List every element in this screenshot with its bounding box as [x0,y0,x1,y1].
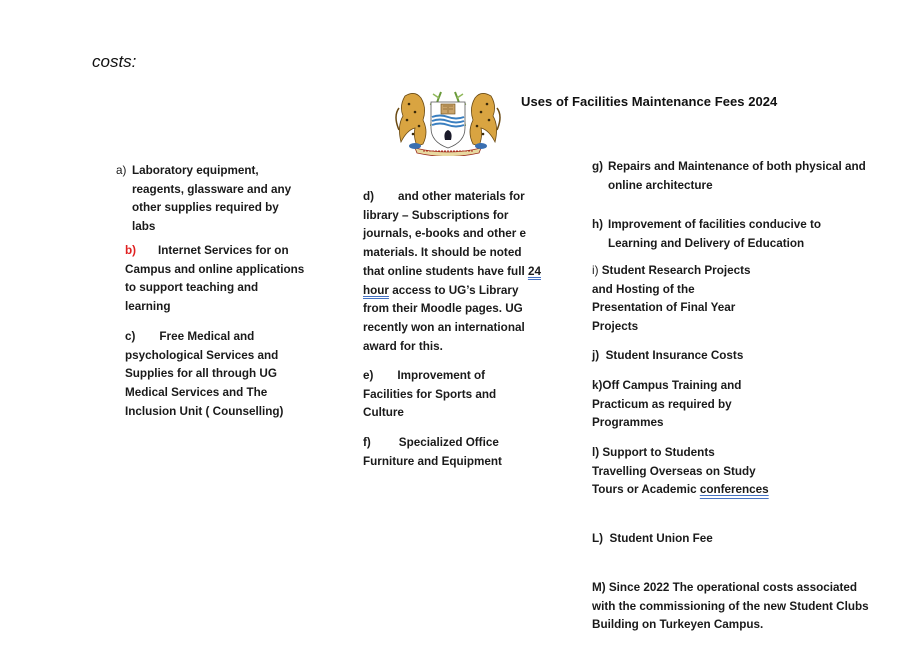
item-label: c) [125,330,136,343]
item-label: a) [116,164,127,177]
list-item-g [592,158,892,195]
item-text: Support to Students Travelling Overseas on Study Tours or Academic [592,446,756,497]
item-label: h) [592,218,604,231]
item-label: j) [592,349,600,362]
item-label: d) [363,190,375,203]
spellcheck-underlined-text: 24 hour [363,264,541,297]
item-label: f) [363,436,371,449]
spellcheck-underlined-text: conferences [699,483,769,497]
item-text: Repairs and Maintenance of both physical and online architecture [608,160,866,192]
list-item-M [592,579,877,635]
item-text: Student Insurance Costs [605,349,744,362]
item-text: Internet Services for on Campus and online applications to support teaching and learning [125,244,305,314]
item-label: k) [592,379,603,392]
item-label: M) [592,581,606,594]
list-item-i [592,262,767,337]
item-label: g) [592,160,604,173]
list-item-d [363,188,543,356]
list-item-f [363,434,523,471]
list-item-k [592,377,762,433]
list-item-j [592,347,792,366]
list-item-c [125,328,295,422]
item-text: Improvement of facilities conducive to Learning and Delivery of Education [608,218,822,250]
list-item-L [592,530,792,549]
item-label: L) [592,532,604,545]
item-text: and other materials for library – Subscriptions for journals, e-books and other e materials. It should be noted that online students have full [363,190,528,278]
lead-word-costs: costs: [92,52,137,71]
item-text: Laboratory equipment, reagents, glassware and any other supplies required by labs [132,164,292,234]
item-label: l) [592,446,600,459]
item-label: e) [363,369,374,382]
item-text: Since 2022 The operational costs associated with the commissioning of the new Student Clubs Building on Turkeyen Campus. [592,581,869,632]
item-text-continued: access to UG’s Library from their Moodle pages. UG recently won an international award for this. [363,283,525,353]
item-text: Student Research Projects and Hosting of the Presentation of Final Year Projects [592,264,751,334]
item-text: Free Medical and psychological Services and Supplies for all through UG Medical Services and The Inclusion Unit ( Counselling) [125,330,284,418]
item-text: Improvement of Facilities for Sports and Culture [363,369,497,420]
list-item-a [116,162,301,237]
coat-of-arms-icon [393,86,503,156]
item-text: Student Union Fee [609,532,713,545]
item-text: Specialized Office Furniture and Equipment [363,436,502,468]
item-label: b) [125,244,137,257]
page-title: Uses of Facilities Maintenance Fees 2024 [521,94,778,109]
list-item-h [592,216,852,253]
item-label: i) [592,264,599,277]
item-text: Off Campus Training and Practicum as required by Programmes [592,379,742,430]
list-item-b [125,242,305,317]
list-item-l [592,444,772,500]
list-item-e [363,367,513,423]
